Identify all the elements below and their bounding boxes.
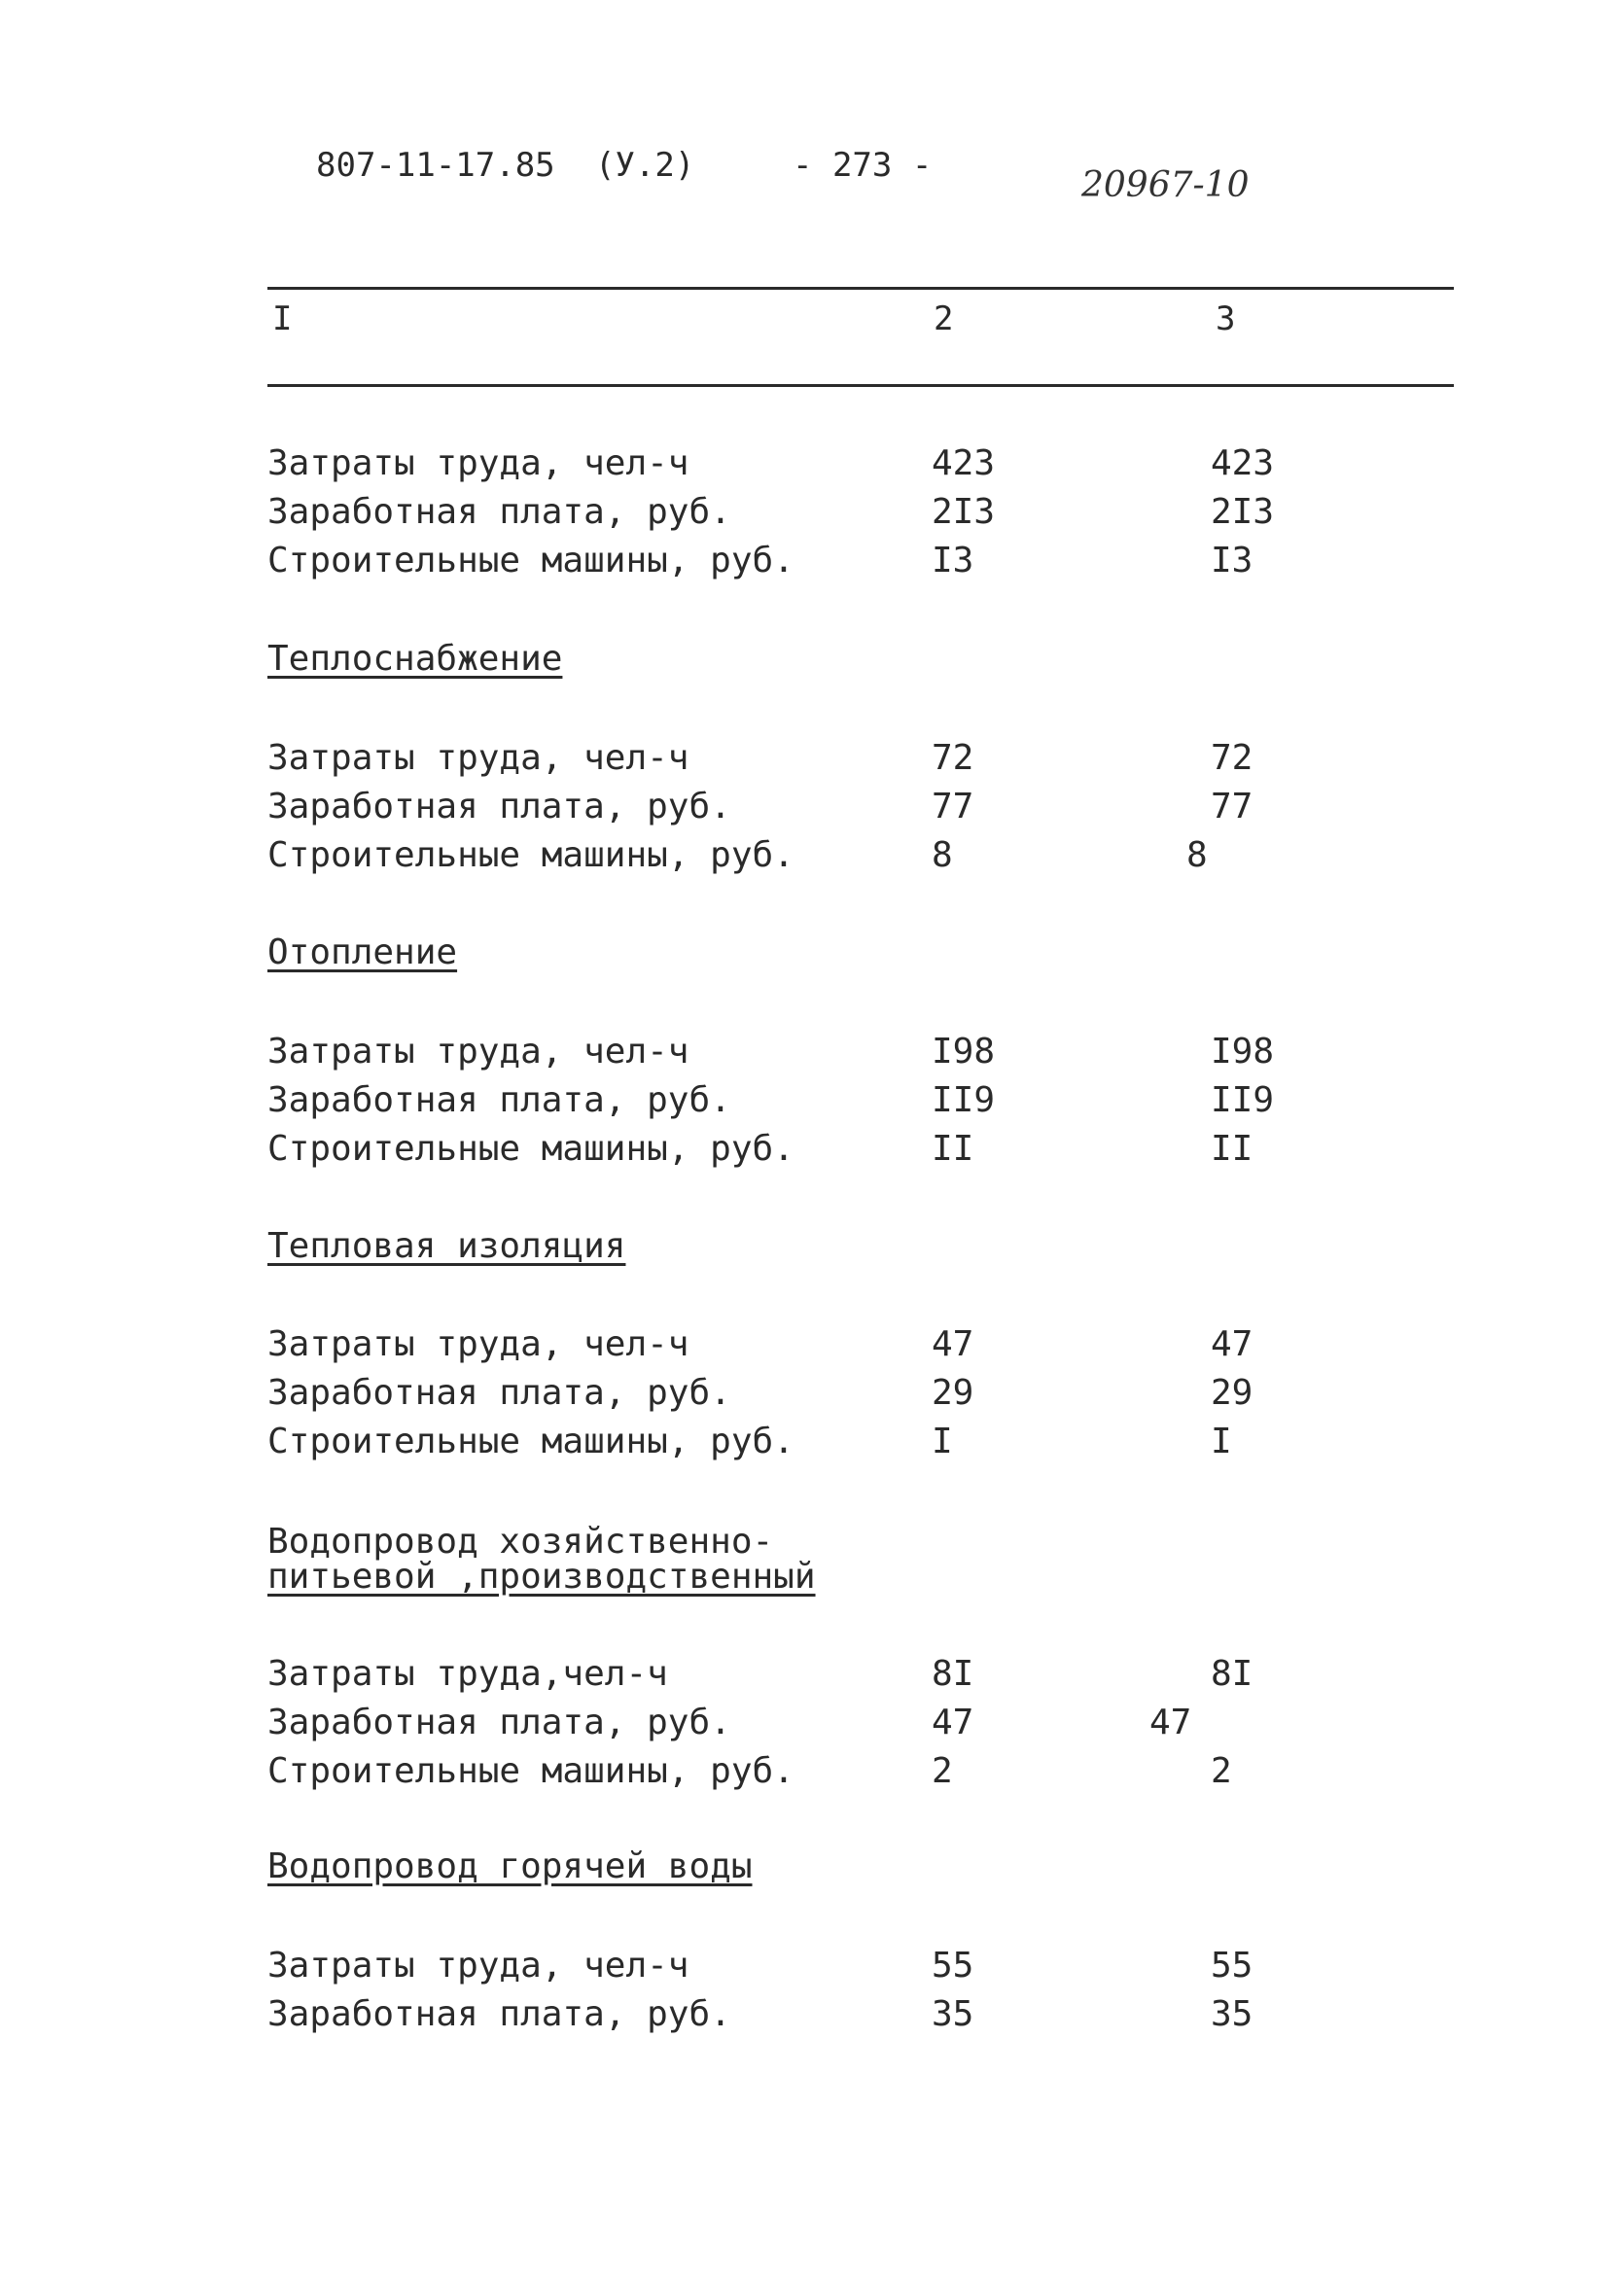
- row-value-col2: 77: [932, 787, 974, 826]
- row-label: Строительные машины, руб.: [267, 1129, 794, 1169]
- row-value-col2: 2: [932, 1751, 953, 1791]
- row-value-col3: II: [1211, 1129, 1253, 1169]
- row-value-col2: 2I3: [932, 492, 996, 532]
- column-2-number: 2: [934, 299, 954, 338]
- row-value-col3: 2I3: [1211, 492, 1275, 532]
- row-value-col2: 35: [932, 1994, 974, 2034]
- row-value-col2: 8I: [932, 1654, 974, 1694]
- table-header-rule: [267, 384, 1454, 387]
- row-value-col3: I3: [1211, 541, 1253, 580]
- row-value-col2: II: [932, 1129, 974, 1169]
- section-title: Отопление: [267, 932, 458, 972]
- column-1-number: I: [272, 299, 293, 338]
- row-value-col3: 55: [1211, 1946, 1253, 1986]
- row-label: Затраты труда, чел-ч: [267, 1032, 689, 1072]
- row-value-col3: 29: [1211, 1373, 1253, 1413]
- document-code: 807-11-17.85: [316, 146, 555, 185]
- row-value-col3: I: [1211, 1422, 1232, 1461]
- row-label: Заработная плата, руб.: [267, 1994, 731, 2034]
- row-value-col2: 423: [932, 443, 996, 483]
- section-title: Водопровод горячей воды: [267, 1846, 753, 1886]
- row-value-col3: 47: [1149, 1703, 1192, 1742]
- row-value-col2: 47: [932, 1324, 974, 1364]
- row-label: Заработная плата, руб.: [267, 1703, 731, 1742]
- row-value-col3: 47: [1211, 1324, 1253, 1364]
- row-value-col2: 29: [932, 1373, 974, 1413]
- section-title-line2: питьевой ,производственный: [267, 1557, 816, 1597]
- row-value-col3: 35: [1211, 1994, 1253, 2034]
- section-title: Теплоснабжение: [267, 639, 563, 679]
- section-title-line2-wrap: [267, 1557, 816, 1597]
- row-label: Строительные машины, руб.: [267, 835, 794, 875]
- row-value-col2: I3: [932, 541, 974, 580]
- row-value-col3: 8I: [1211, 1654, 1253, 1694]
- row-label: Строительные машины, руб.: [267, 1751, 794, 1791]
- row-value-col2: II9: [932, 1080, 996, 1120]
- row-value-col2: 8: [932, 835, 953, 875]
- row-value-col2: 72: [932, 738, 974, 778]
- row-value-col2: 55: [932, 1946, 974, 1986]
- row-value-col2: I98: [932, 1032, 996, 1072]
- row-label: Затраты труда,чел-ч: [267, 1654, 668, 1694]
- row-value-col3: II9: [1211, 1080, 1275, 1120]
- row-value-col3: 2: [1211, 1751, 1232, 1791]
- row-value-col3: 8: [1186, 835, 1208, 875]
- row-value-col3: 77: [1211, 787, 1253, 826]
- row-value-col2: I: [932, 1422, 953, 1461]
- page-number: - 273 -: [793, 146, 933, 185]
- row-value-col2: 47: [932, 1703, 974, 1742]
- row-label: Заработная плата, руб.: [267, 787, 731, 826]
- handwritten-number: 20967-10: [1081, 165, 1250, 205]
- row-label: Строительные машины, руб.: [267, 1422, 794, 1461]
- row-label: Заработная плата, руб.: [267, 492, 731, 532]
- row-label: Затраты труда, чел-ч: [267, 1946, 689, 1986]
- row-value-col3: 423: [1211, 443, 1275, 483]
- row-value-col3: 72: [1211, 738, 1253, 778]
- volume-label: (У.2): [595, 146, 695, 185]
- column-3-number: 3: [1216, 299, 1236, 338]
- row-label: Заработная плата, руб.: [267, 1080, 731, 1120]
- row-label: Затраты труда, чел-ч: [267, 443, 689, 483]
- row-value-col3: I98: [1211, 1032, 1275, 1072]
- row-label: Затраты труда, чел-ч: [267, 738, 689, 778]
- section-title: Тепловая изоляция: [267, 1226, 626, 1266]
- row-label: Затраты труда, чел-ч: [267, 1324, 689, 1364]
- row-label: Строительные машины, руб.: [267, 541, 794, 580]
- table-top-rule: [267, 287, 1454, 290]
- row-label: Заработная плата, руб.: [267, 1373, 731, 1413]
- section-title-line1: Водопровод хозяйственно-: [267, 1522, 774, 1562]
